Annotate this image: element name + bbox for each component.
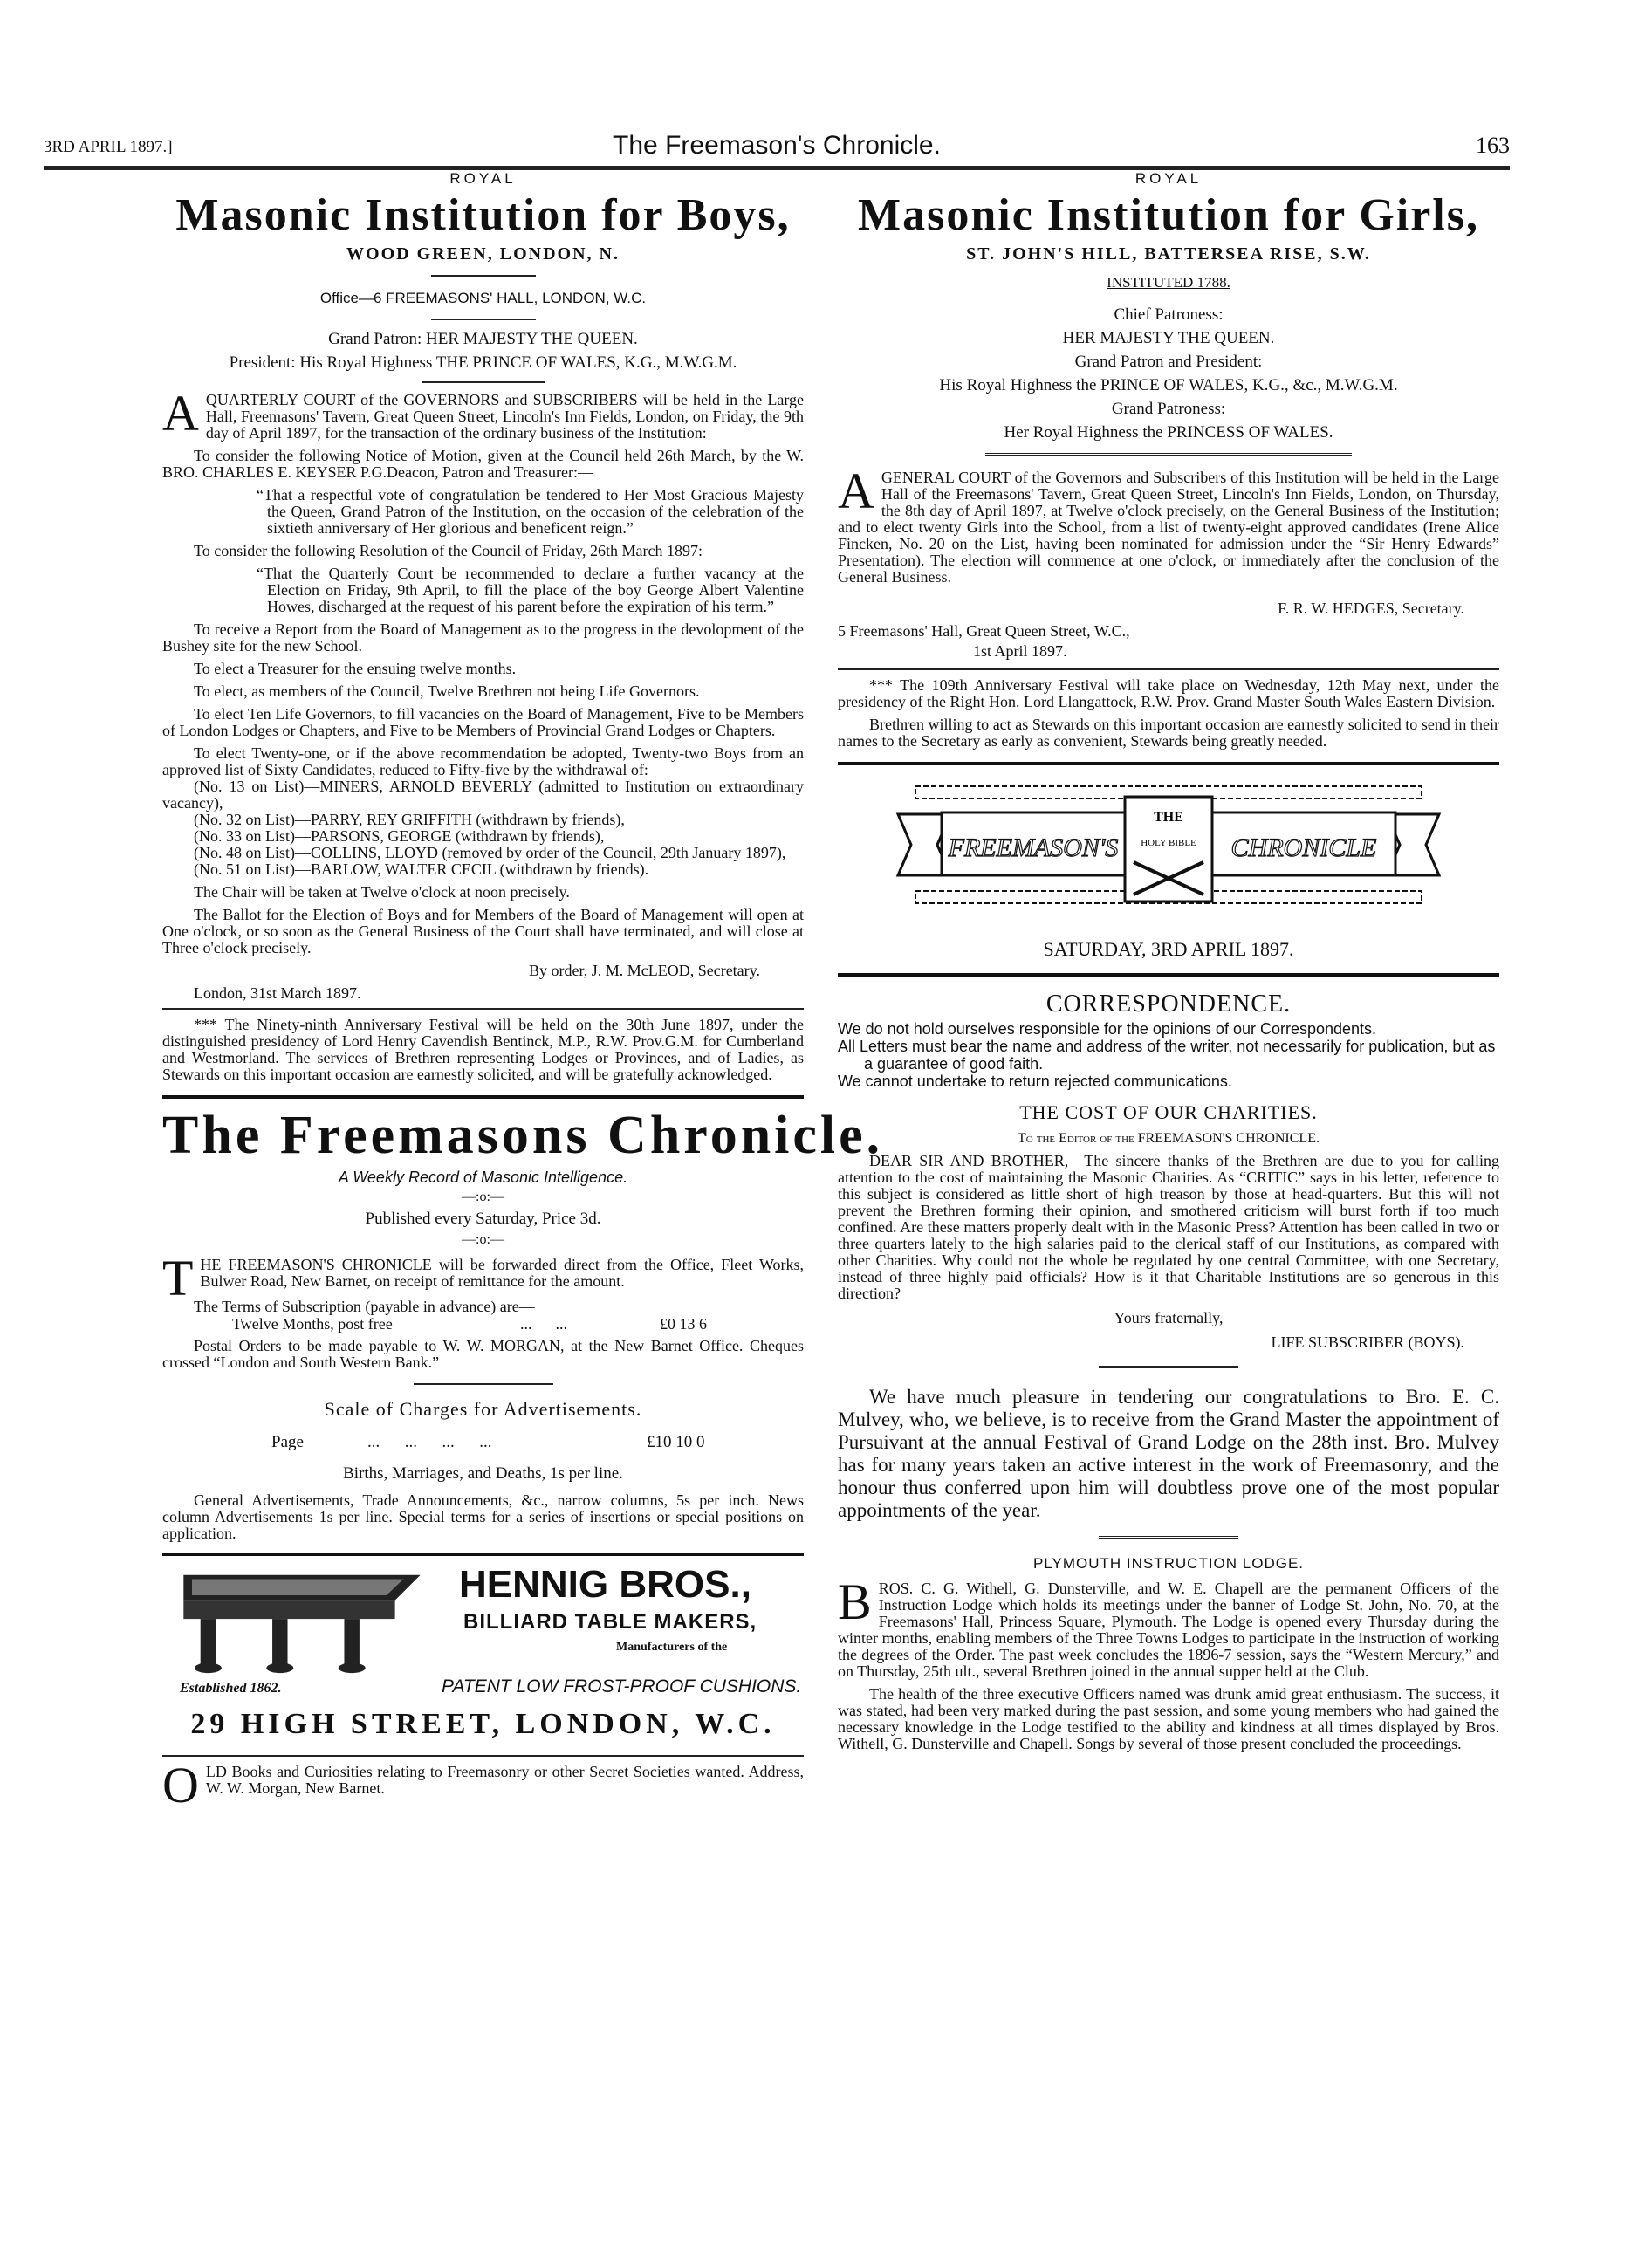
old-books-text: LD Books and Curiosities relating to Freemasonry or other Secret Societies wanted. Address, W. W. Morgan, New Barnet. bbox=[205, 1763, 804, 1797]
divider bbox=[414, 1383, 553, 1385]
letter-body: —The sincere thanks of the Brethren are due to you for calling attention to the cost of maintaining the Masonic Charities. As “CRITIC” says in his letter, reference to this subject is considered as little short of high treason by those at head-quarters. But this will not prevent the Brethren forming their opinion, and smothered criticism will burst forth if too much confined. Are these matters properly dealt with in the Masonic Press? Attention has been called in two or three quarters lately to the high salaries paid to the clerical staff of our Institutions, as compared with other Charities. Why could not the whole be regulated by one central Committee, with one Secretary, instead of three highly paid officials? How is it that Charitable Institutions are so generous in this direction? bbox=[838, 1152, 1499, 1302]
hennig-trade: BILLIARD TABLE MAKERS, bbox=[463, 1610, 757, 1634]
postal-orders: Postal Orders to be made payable to W. W. MORGAN, at the New Barnet Office. Cheques crossed “London and South Western Bank.” bbox=[162, 1337, 804, 1371]
page-header bbox=[44, 131, 1510, 166]
motion-quote: “That a respectful vote of congratulation be tendered to Her Most Gracious Majesty the Queen, Grand Patron of the Institution, on the occasion of the celebration of the sixtieth anniversary of Her glorious and beneficent reign.” bbox=[257, 486, 804, 537]
running-title: The Freemason's Chronicle. bbox=[613, 131, 941, 160]
notice-paragraph: To elect a Treasurer for the ensuing twelve months. bbox=[194, 660, 517, 677]
boys-address: WOOD GREEN, LONDON, N. bbox=[346, 244, 620, 264]
girls-signature: F. R. W. HEDGES, Secretary. bbox=[1278, 600, 1464, 617]
disclaimer: We cannot undertake to return rejected communications. bbox=[838, 1073, 1232, 1090]
divider bbox=[838, 668, 1499, 670]
leader-dots: ... ... ... ... bbox=[367, 1433, 492, 1451]
girls-stewards: Brethren willing to act as Stewards on this important occasion are earnestly solicited to send in their names to the Secretary as early as convenient, Stewards being greatly needed. bbox=[838, 716, 1499, 750]
page-number: 163 bbox=[1476, 133, 1510, 158]
girls-notice bbox=[838, 463, 1499, 750]
boys-grand-patron: Grand Patron: HER MAJESTY THE QUEEN. bbox=[328, 330, 638, 348]
forwarding-notice: HE FREEMASON'S CHRONICLE will be forwarded direct from the Office, Fleet Works, Bulwer Road, New Barnet, on receipt of remittance for the amount. bbox=[200, 1256, 804, 1290]
births-rate: Births, Marriages, and Deaths, 1s per line. bbox=[343, 1464, 623, 1483]
festival-notice: *** The Ninety-ninth Anniversary Festival will be held on the 30th June 1897, under the distinguished presidency of Lord Henry Cavendish Bentinck, M.P., R.W. Prov.G.M. for Cumberland and Westmorland. The services of Brethren representing Lodges or Provinces, and of Ladies, as Stewards on this important occasion are earnestly solicited, and will be gratefully acknowledged. bbox=[162, 1016, 804, 1083]
grand-patroness: Her Royal Highness the PRINCESS OF WALES. bbox=[1004, 423, 1333, 442]
boys-notice bbox=[162, 385, 804, 1002]
divider bbox=[162, 1553, 804, 1556]
masthead-the: THE bbox=[1154, 810, 1183, 825]
chronicle-title: The Freemasons Chronicle. bbox=[162, 1106, 884, 1165]
divider bbox=[838, 762, 1499, 765]
divider bbox=[162, 1008, 804, 1010]
hennig-cushions: PATENT LOW FROST-PROOF CUSHIONS. bbox=[442, 1676, 802, 1696]
boys-office: Office—6 FREEMASONS' HALL, LONDON, W.C. bbox=[319, 290, 647, 306]
divider bbox=[1099, 1366, 1238, 1368]
divider bbox=[162, 1095, 804, 1099]
notice-paragraph: To consider the following Notice of Motion, given at the Council held 26th March, by the W. BRO. CHARLES E. KEYSER P.G.Deacon, Patron and Treasurer:— bbox=[162, 447, 804, 481]
divider bbox=[838, 973, 1499, 977]
divider bbox=[431, 319, 536, 320]
subscription-terms: The Terms of Subscription (payable in advance) are— bbox=[194, 1298, 535, 1315]
drop-cap: A bbox=[838, 463, 874, 519]
notice-paragraph: To elect Twenty-one, or if the above recommendation be adopted, Twenty-two Boys from an approved list of Sixty Candidates, reduced to Fifty-five by the withdrawal of: bbox=[162, 744, 804, 778]
correspondence-heading: CORRESPONDENCE. bbox=[1045, 990, 1292, 1018]
billiard-table-illustration bbox=[171, 1566, 433, 1676]
scale-heading: Scale of Charges for Advertisements. bbox=[324, 1398, 642, 1420]
salutation: DEAR SIR AND BROTHER, bbox=[869, 1152, 1069, 1169]
notice-paragraph: To elect Ten Life Governors, to fill vacancies on the Board of Management, Five to be Members of London Lodges or Chapters, and Five to be Members of Provincial Grand Lodges or Chapters. bbox=[162, 705, 804, 739]
old-books-advertisement bbox=[162, 1757, 804, 1813]
correspondence-section bbox=[838, 989, 1499, 1352]
chronicle-info bbox=[162, 1188, 804, 1542]
leader-dots: ... ... bbox=[520, 1315, 567, 1333]
withdrawal-item: (No. 13 on List)—MINERS, ARNOLD BEVERLY (admitted to Institution on extraordinary vacancy), bbox=[162, 778, 804, 812]
notice-intro: QUARTERLY COURT of the GOVERNORS and SUBSCRIBERS will be held in the Large Hall, Freemasons' Tavern, Great Queen Street, Lincoln's Inn Fields, London, on Friday, the 9th day of April 1897, for the transaction of the ordinary business of the Institution: bbox=[205, 391, 804, 442]
drop-cap: B bbox=[838, 1573, 872, 1630]
boys-president: President: His Royal Highness THE PRINCE OF WALES, K.G., M.W.G.M. bbox=[229, 353, 737, 372]
plymouth-section bbox=[838, 1554, 1499, 1752]
girls-institution-title: Masonic Institution for Girls, bbox=[858, 190, 1479, 240]
notice-paragraph: To elect, as members of the Council, Twelve Brethren not being Life Governors. bbox=[194, 682, 700, 700]
letter-signature: LIFE SUBSCRIBER (BOYS). bbox=[1271, 1333, 1464, 1351]
masthead-chronicle: CHRONICLE bbox=[1230, 833, 1377, 862]
girls-festival: *** The 109th Anniversary Festival will take place on Wednesday, 12th May next, under the presidency of the Right Hon. Lord Llangattock, R.W. Prov. Grand Master South Wales Eastern Division. bbox=[838, 676, 1499, 710]
ornament-divider: —:o:— bbox=[462, 1189, 504, 1204]
right-column bbox=[838, 168, 1499, 1758]
divider bbox=[431, 275, 536, 277]
drop-cap: T bbox=[162, 1250, 194, 1306]
hennig-advertisement bbox=[162, 1563, 804, 1748]
disclaimer: All Letters must bear the name and address of the writer, not necessarily for publication, but as a guarantee of good faith. bbox=[838, 1038, 1496, 1073]
page-rate-row bbox=[162, 1432, 804, 1453]
hennig-manufacturers: Manufacturers of the bbox=[616, 1641, 728, 1654]
correspondence-disclaimers bbox=[838, 1020, 1499, 1090]
hennig-name: HENNIG BROS., bbox=[459, 1563, 751, 1606]
ornament-divider: —:o:— bbox=[462, 1232, 504, 1247]
general-court-notice: GENERAL COURT of the Governors and Subscribers of this Institution will be held in the Large Hall of the Freemasons' Tavern, Great Queen Street, Lincoln's Inn Fields, London, on Thursday, the 8th day of April 1897, at Twelve o'clock precisely, on the General Business of the Institution; and to elect twenty Girls into the School, from a list of twenty-eight approved candidates (Irene Alice Fincken, No. 20 on the List, having been nominated for admission under the “Sir Henry Edwards” Presentation). The election will commence at one o'clock, or immediately after the conclusion of the General Business. bbox=[838, 469, 1499, 586]
grand-patroness-label: Grand Patroness: bbox=[1111, 400, 1226, 418]
drop-cap: A bbox=[162, 385, 199, 442]
chief-patroness: HER MAJESTY THE QUEEN. bbox=[1062, 329, 1275, 347]
notice-paragraph: The Chair will be taken at Twelve o'clock at noon precisely. bbox=[194, 883, 570, 901]
withdrawal-item: (No. 33 on List)—PARSONS, GEORGE (withdrawn by friends), bbox=[194, 827, 605, 845]
subscription-price: £0 13 6 bbox=[660, 1315, 707, 1333]
plymouth-paragraph: ROS. C. G. Withell, G. Dunsterville, and W. E. Chapell are the permanent Officers of the Instruction Lodge which holds its meetings under the banner of Lodge St. John, No. 70, at the Freemasons' Hall, Princess Square, Plymouth. The Lodge is opened every Thursday during the winter months, enabling members of the Three Towns Lodges to participate in the instruction of working the degrees of the Order. The past week concludes the 1896-7 session, says the “Western Mercury,” and on Thursday, 25th ult., several Brethren joined in the annual supper held at the Club. bbox=[838, 1580, 1499, 1680]
masthead-freemasons: FREEMASON'S bbox=[948, 833, 1119, 862]
girls-address-line: 5 Freemasons' Hall, Great Queen Street, W.C., bbox=[838, 622, 1130, 640]
chronicle-subtitle: A Weekly Record of Masonic Intelligence. bbox=[338, 1169, 628, 1186]
chief-patroness-label: Chief Patroness: bbox=[1114, 305, 1224, 324]
general-rates: General Advertisements, Trade Announcements, &c., narrow columns, 5s per inch. News column Advertisements 1s per line. Special terms for a series of insertions or special positions on application. bbox=[162, 1491, 804, 1542]
resolution-quote: “That the Quarterly Court be recommended to declare a further vacancy at the Election on Friday, 9th April, to fill the place of the boy George Albert Valentine Howes, discharged at the request of his parent before the expiration of his term.” bbox=[257, 565, 804, 615]
plymouth-paragraph: The health of the three executive Officers named was drunk amid great enthusiasm. The success, it was stated, had been very marked during the past session, and some young members who had gained the necessary knowledge in the Lodge testified to the ability and kindness at all times displayed by Bros. Withell, G. Dunsterville and Chapell. Songs by several of those present concluded the proceedings. bbox=[838, 1685, 1499, 1752]
published-info: Published every Saturday, Price 3d. bbox=[365, 1210, 601, 1228]
drop-cap: O bbox=[162, 1757, 199, 1813]
withdrawal-item: (No. 51 on List)—BARLOW, WALTER CECIL (withdrawn by friends). bbox=[194, 860, 649, 878]
girls-royal-label: ROYAL bbox=[1134, 170, 1203, 187]
withdrawal-item: (No. 32 on List)—PARRY, REY GRIFFITH (withdrawn by friends), bbox=[194, 811, 625, 828]
boys-date: London, 31st March 1897. bbox=[194, 984, 361, 1002]
subscription-row bbox=[162, 1315, 804, 1333]
notice-paragraph: The Ballot for the Election of Boys and for Members of the Board of Management will open at One o'clock, or so soon as the General Business of the Court shall have terminated, and will close at Three o'clock precisely. bbox=[162, 906, 804, 956]
girls-date: 1st April 1897. bbox=[973, 642, 1067, 660]
hennig-address: 29 HIGH STREET, LONDON, W.C. bbox=[190, 1708, 776, 1740]
notice-paragraph: To consider the following Resolution of the Council of Friday, 26th March 1897: bbox=[194, 542, 703, 559]
divider bbox=[1099, 1536, 1238, 1539]
girls-instituted: INSTITUTED 1788. bbox=[1107, 274, 1230, 291]
hennig-established: Established 1862. bbox=[180, 1681, 282, 1696]
issue-date: 3RD APRIL 1897.] bbox=[44, 138, 173, 156]
boys-institution-title: Masonic Institution for Boys, bbox=[175, 190, 791, 240]
plymouth-heading: PLYMOUTH INSTRUCTION LODGE. bbox=[1032, 1555, 1305, 1572]
grand-patron: His Royal Highness the PRINCE OF WALES, K.G., &c., M.W.G.M. bbox=[939, 376, 1398, 394]
letter-title: THE COST OF OUR CHARITIES. bbox=[1019, 1101, 1318, 1123]
left-column bbox=[162, 168, 884, 1813]
mulvey-text: We have much pleasure in tendering our congratulations to Bro. E. C. Mulvey, who, we believe, is to receive from the Grand Master the appointment of Pursuivant at the annual Festival of Grand Lodge on the 28th inst. Bro. Mulvey has for many years taken an active interest in the work of Freemasonry, and the honour thus conferred upon him will doubtless prove one of the most popular appointments of the year. bbox=[838, 1386, 1499, 1521]
notice-paragraph: To receive a Report from the Board of Management as to the progress in the devolopment of the Bushey site for the new School. bbox=[162, 620, 804, 655]
chronicle-masthead bbox=[889, 779, 1448, 919]
divider bbox=[422, 381, 545, 383]
divider bbox=[162, 1755, 804, 1757]
rate-label: Page bbox=[271, 1433, 304, 1451]
masthead-bible: HOLY BIBLE bbox=[1141, 838, 1196, 848]
rate-price: £10 10 0 bbox=[647, 1433, 705, 1451]
issue-dateline: SATURDAY, 3RD APRIL 1897. bbox=[1043, 938, 1294, 960]
letter-closing: Yours fraternally, bbox=[1114, 1309, 1224, 1326]
grand-patron-label: Grand Patron and President: bbox=[1074, 353, 1263, 371]
withdrawal-item: (No. 48 on List)—COLLINS, LLOYD (removed by order of the Council, 29th January 1897), bbox=[194, 844, 786, 861]
boys-signature: By order, J. M. McLEOD, Secretary. bbox=[528, 962, 760, 979]
subscription-label: Twelve Months, post free bbox=[232, 1315, 393, 1333]
disclaimer: We do not hold ourselves responsible for the opinions of our Correspondents. bbox=[838, 1020, 1377, 1038]
to-editor: To the Editor of the FREEMASON'S CHRONICLE. bbox=[1018, 1131, 1320, 1146]
divider bbox=[985, 453, 1352, 456]
boys-royal-label: ROYAL bbox=[449, 170, 517, 187]
girls-address: ST. JOHN'S HILL, BATTERSEA RISE, S.W. bbox=[966, 244, 1371, 264]
